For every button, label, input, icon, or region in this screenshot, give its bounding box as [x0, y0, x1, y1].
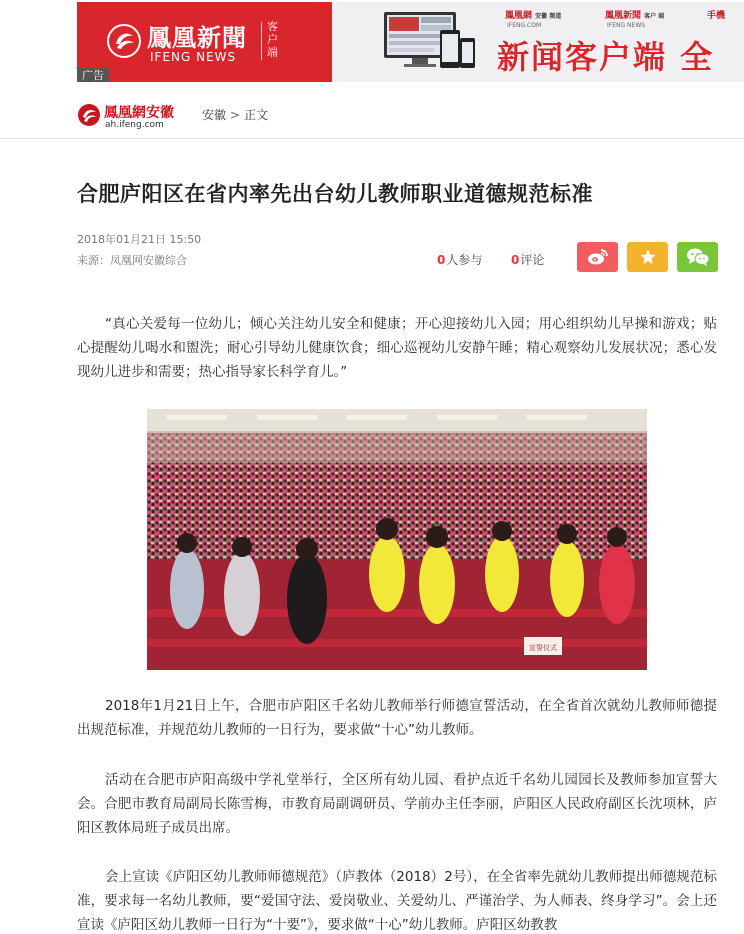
ad-mini-brand-3: 手機: [707, 11, 726, 21]
article-paragraph: 会上宣读《庐阳区幼儿教师师德规范》（庐教体（2018）2号），在全省率先就幼儿教师提出师德规范标准，要求每一名幼儿教师，要“爱国守法、爱岗敬业、关爱幼儿、严谨治学、为人师表、终身学习”。会上还宣读《庐阳区幼儿教师一日行为“十要”》，要求做“十心”幼儿教师。庐阳区幼教教: [77, 869, 717, 933]
comments-label: 评论: [520, 253, 545, 267]
ad-divider: [261, 22, 262, 60]
ad-mini-brand-1-sub: IFENG.COM: [507, 22, 542, 29]
favorite-button[interactable]: [627, 242, 668, 272]
participants-label: 人参与: [446, 253, 483, 267]
article-paragraph: 2018年1月21日上午，合肥市庐阳区千名幼儿教师举行师德宣誓活动，在全省首次就幼儿教师师德提出规范标准，并规范幼儿教师的一日行为，要求做“十心”幼儿教师。: [77, 698, 717, 738]
comments-stat[interactable]: [511, 251, 544, 268]
wechat-icon: [686, 247, 710, 267]
breadcrumb-current: 正文: [244, 108, 269, 122]
article-paragraph: “真心关爱每一位幼儿；倾心关注幼儿安全和健康；开心迎接幼儿入园；用心组织幼儿早操和游戏；贴心提醒幼儿喝水和盥洗；耐心引导幼儿健康饮食；细心巡视幼儿安静午睡；精心观察幼儿发展状况；悉心发现幼儿进步和需要；热心指导家长科学育儿。”: [77, 316, 717, 380]
ad-brand-panel: [77, 2, 332, 82]
article-photo: [147, 409, 647, 670]
ad-mini-brand-2-sub: IFENG NEWS: [607, 22, 646, 29]
site-header: [0, 92, 744, 139]
ad-mini-brand-2: 鳳凰新聞 客户 端: [605, 11, 665, 21]
ad-app-tag: 客户端: [267, 20, 278, 59]
breadcrumb: [202, 106, 268, 123]
site-logo-text: 鳳凰網安徽: [104, 105, 174, 121]
chevron-right-icon: >: [230, 108, 241, 122]
participants-stat[interactable]: [437, 251, 482, 268]
share-weibo-button[interactable]: [577, 242, 618, 272]
article-paragraph: 活动在合肥市庐阳高级中学礼堂举行，全区所有幼儿园、看护点近千名幼儿园园长及教师参加宣誓大会。合肥市教育局副局长陈雪梅，市教育局副调研员、学前办主任李丽，庐阳区人民政府副区长沈项林，庐阳区教体局班子成员出席。: [77, 772, 717, 836]
weibo-icon: [587, 248, 609, 266]
ad-brand-cn: 鳳凰新聞: [147, 23, 247, 52]
phoenix-logo-icon: [77, 103, 101, 127]
ad-brand-en: IFENG NEWS: [150, 50, 237, 64]
star-icon: [639, 248, 657, 266]
ad-mini-brand-1: 鳳凰網 安徽 频道: [505, 11, 562, 21]
article-source: 来源：凤凰网安徽综合: [77, 254, 187, 267]
article-date: 2018年01月21日 15:50: [77, 233, 202, 246]
participants-count: 0: [437, 253, 446, 267]
share-wechat-button[interactable]: [677, 242, 718, 272]
comments-count: 0: [511, 253, 520, 267]
ad-label: 广告: [77, 68, 109, 82]
site-logo-domain: ah.ifeng.com: [105, 120, 164, 130]
breadcrumb-link-anhui[interactable]: 安徽: [202, 108, 227, 122]
devices-illustration-icon: [382, 10, 477, 72]
ad-slogan: 新闻客户端 全: [497, 38, 715, 76]
ad-banner[interactable]: [77, 2, 744, 82]
phoenix-logo-icon: [107, 24, 141, 58]
article-title: 合肥庐阳区在省内率先出台幼儿教师职业道德规范标准: [77, 182, 593, 206]
photo-sign: 宣誓仪式: [529, 644, 557, 652]
